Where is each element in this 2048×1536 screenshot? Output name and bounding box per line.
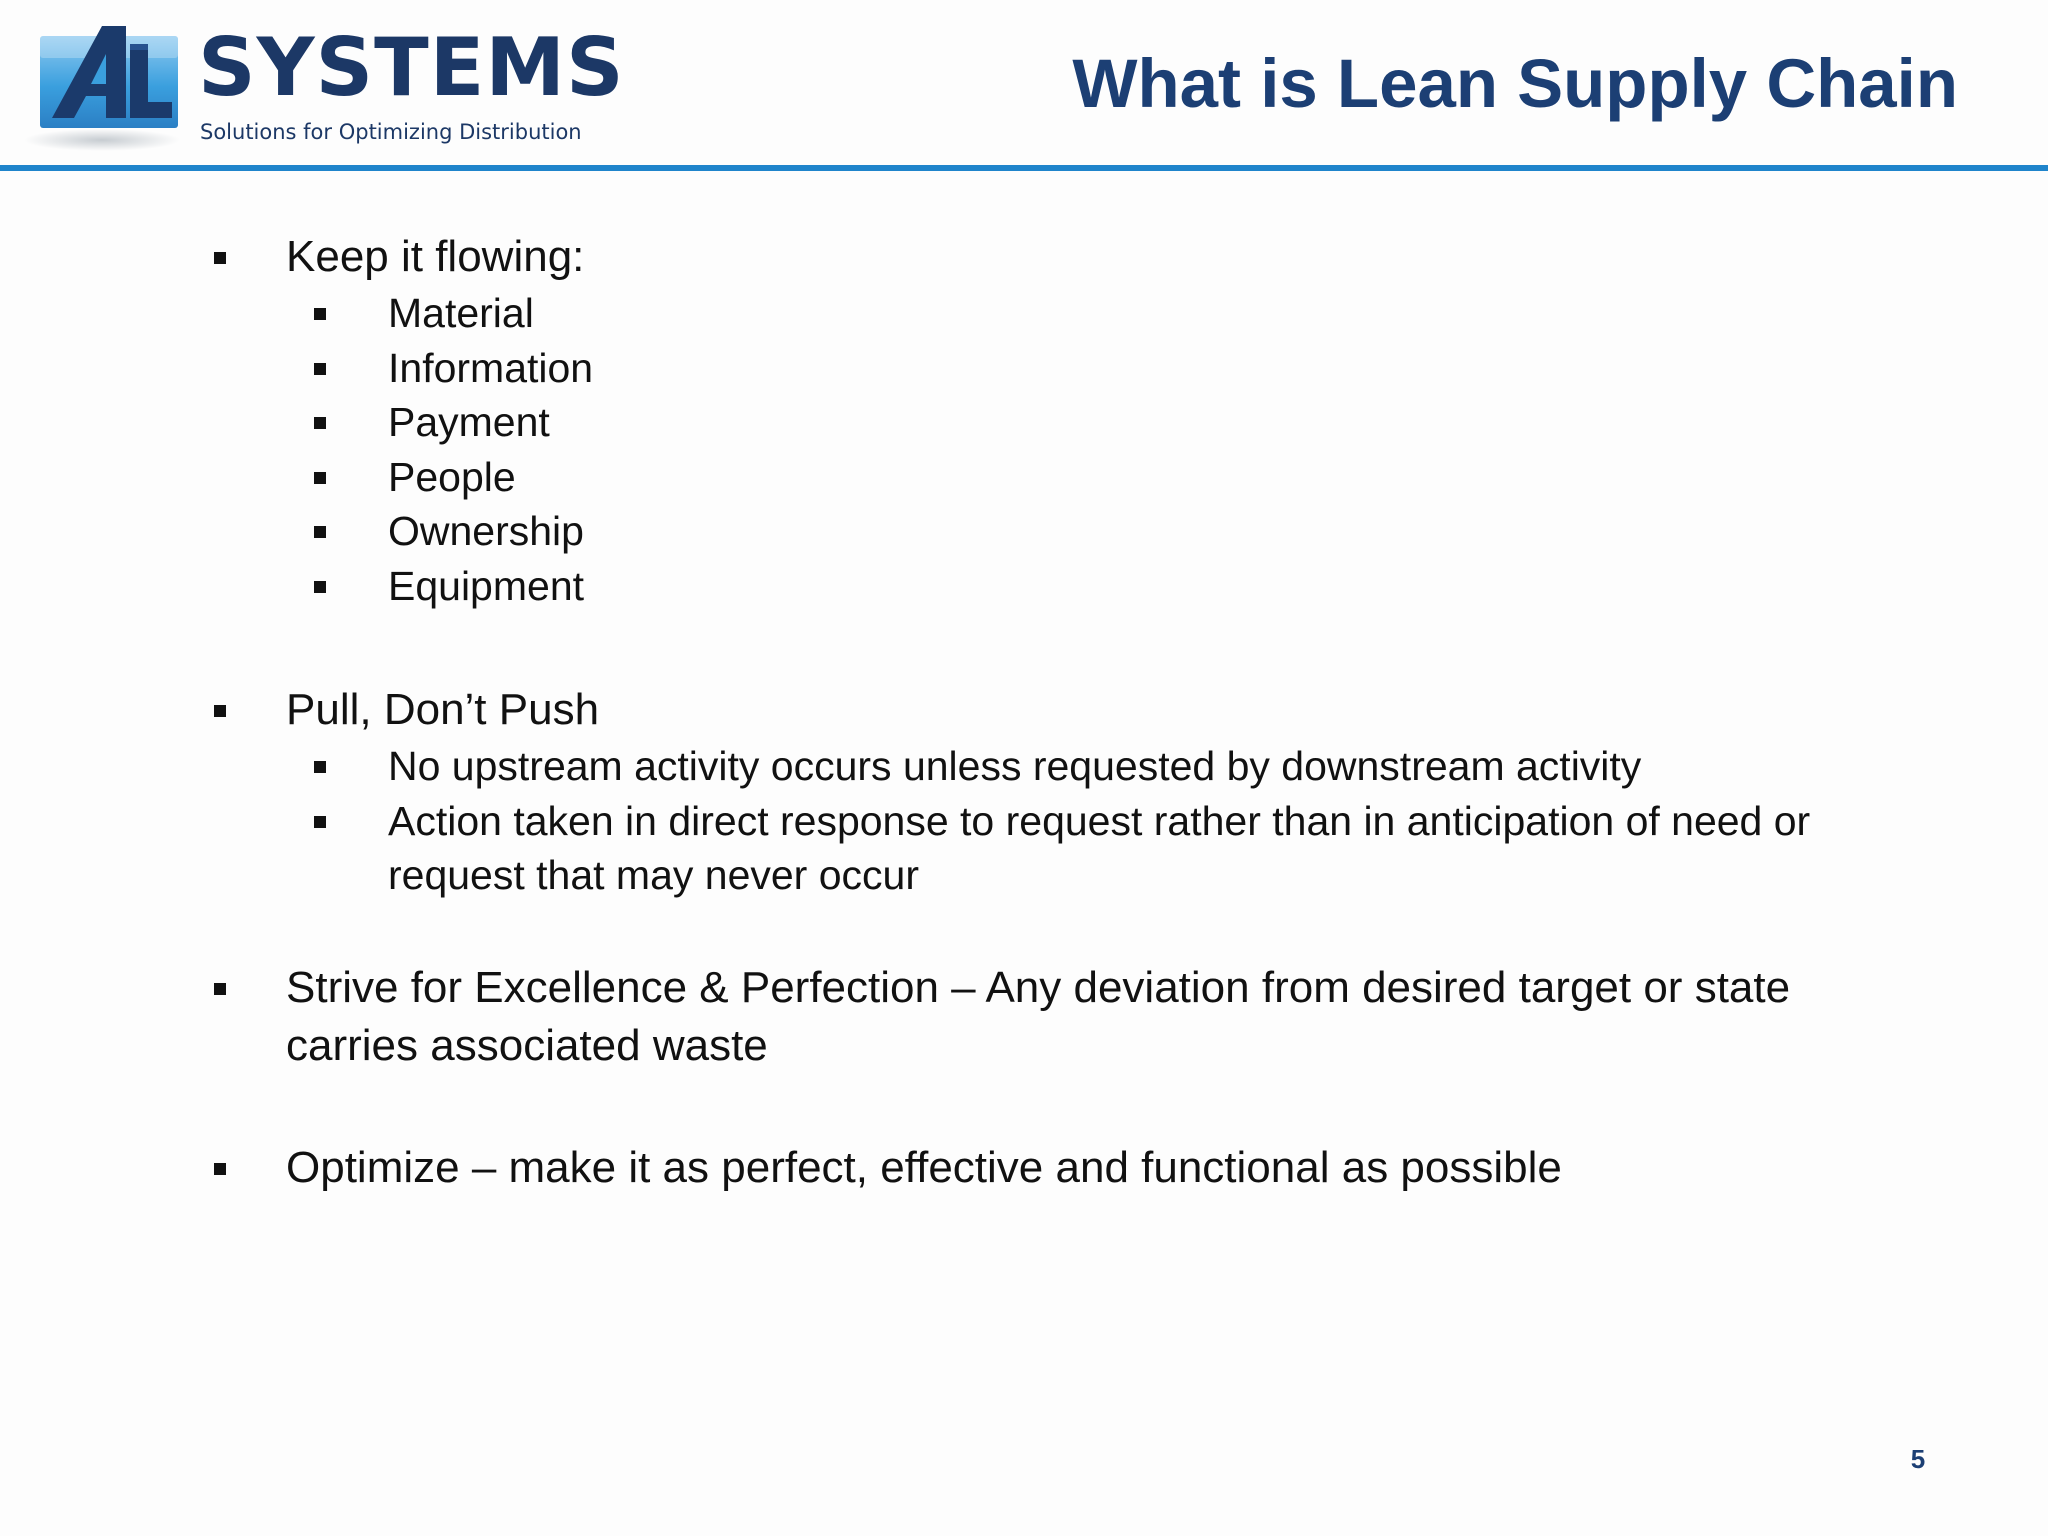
slide-body [0,228,2048,1197]
sub-bullet-text: People [388,453,516,500]
sub-bullet-material [0,286,1848,341]
bullet-optimize [0,1139,1846,1197]
title-divider [0,165,2048,171]
logo-tagline: Solutions for Optimizing Distribution [200,120,582,144]
sub-bullet-text: Equipment [388,562,585,609]
sub-bullet-text: Material [388,290,534,336]
slide-header [0,0,2048,168]
bullet-keep-it-flowing [0,228,1846,286]
sub-bullet-text: Action taken in direct response to request rather than in anticipation of need or request that may never occur [388,797,1811,898]
logo-company-name: SYSTEMS [198,21,625,114]
sub-bullet-no-upstream-activity [0,739,1848,794]
sub-bullet-ownership [0,504,1848,559]
sub-bullet-action-taken [0,794,1848,903]
sub-bullet-text: Payment [388,399,550,445]
square-bullet-icon [214,983,226,995]
page-number: 5 [1910,1444,1926,1474]
spacer [0,1075,2048,1139]
sub-bullet-text: No upstream activity occurs unless requested by downstream activity [388,743,1642,789]
sub-bullet-people [0,450,1848,505]
square-bullet-icon [214,1163,226,1175]
square-bullet-icon [214,705,226,717]
bullet-strive-for-excellence [0,959,1846,1075]
al-logo-mark [22,14,192,154]
bullet-pull-dont-push [0,681,1846,739]
slide-title: What is Lean Supply Chain [1072,45,1958,122]
square-bullet-icon [314,308,326,320]
bullet-text: Strive for Excellence & Perfection – Any deviation from desired target or state carries associated waste [286,962,1791,1070]
square-bullet-icon [314,472,326,484]
bullet-text: Optimize – make it as perfect, effective and functional as possible [286,1142,1562,1192]
square-bullet-icon [314,526,326,538]
square-bullet-icon [314,363,326,375]
square-bullet-icon [314,816,326,828]
sub-bullet-equipment [0,559,1848,614]
company-logo [22,14,625,154]
square-bullet-icon [314,761,326,773]
sub-bullet-payment [0,395,1848,450]
square-bullet-icon [214,252,226,264]
spacer [0,903,2048,959]
square-bullet-icon [314,417,326,429]
sub-bullet-text: Information [388,344,594,391]
sub-bullet-text: Ownership [388,508,584,554]
bullet-text: Pull, Don’t Push [286,685,600,734]
bullet-text: Keep it flowing: [286,232,585,281]
sub-bullet-information [0,341,1848,396]
square-bullet-icon [314,581,326,593]
spacer [0,613,2048,681]
